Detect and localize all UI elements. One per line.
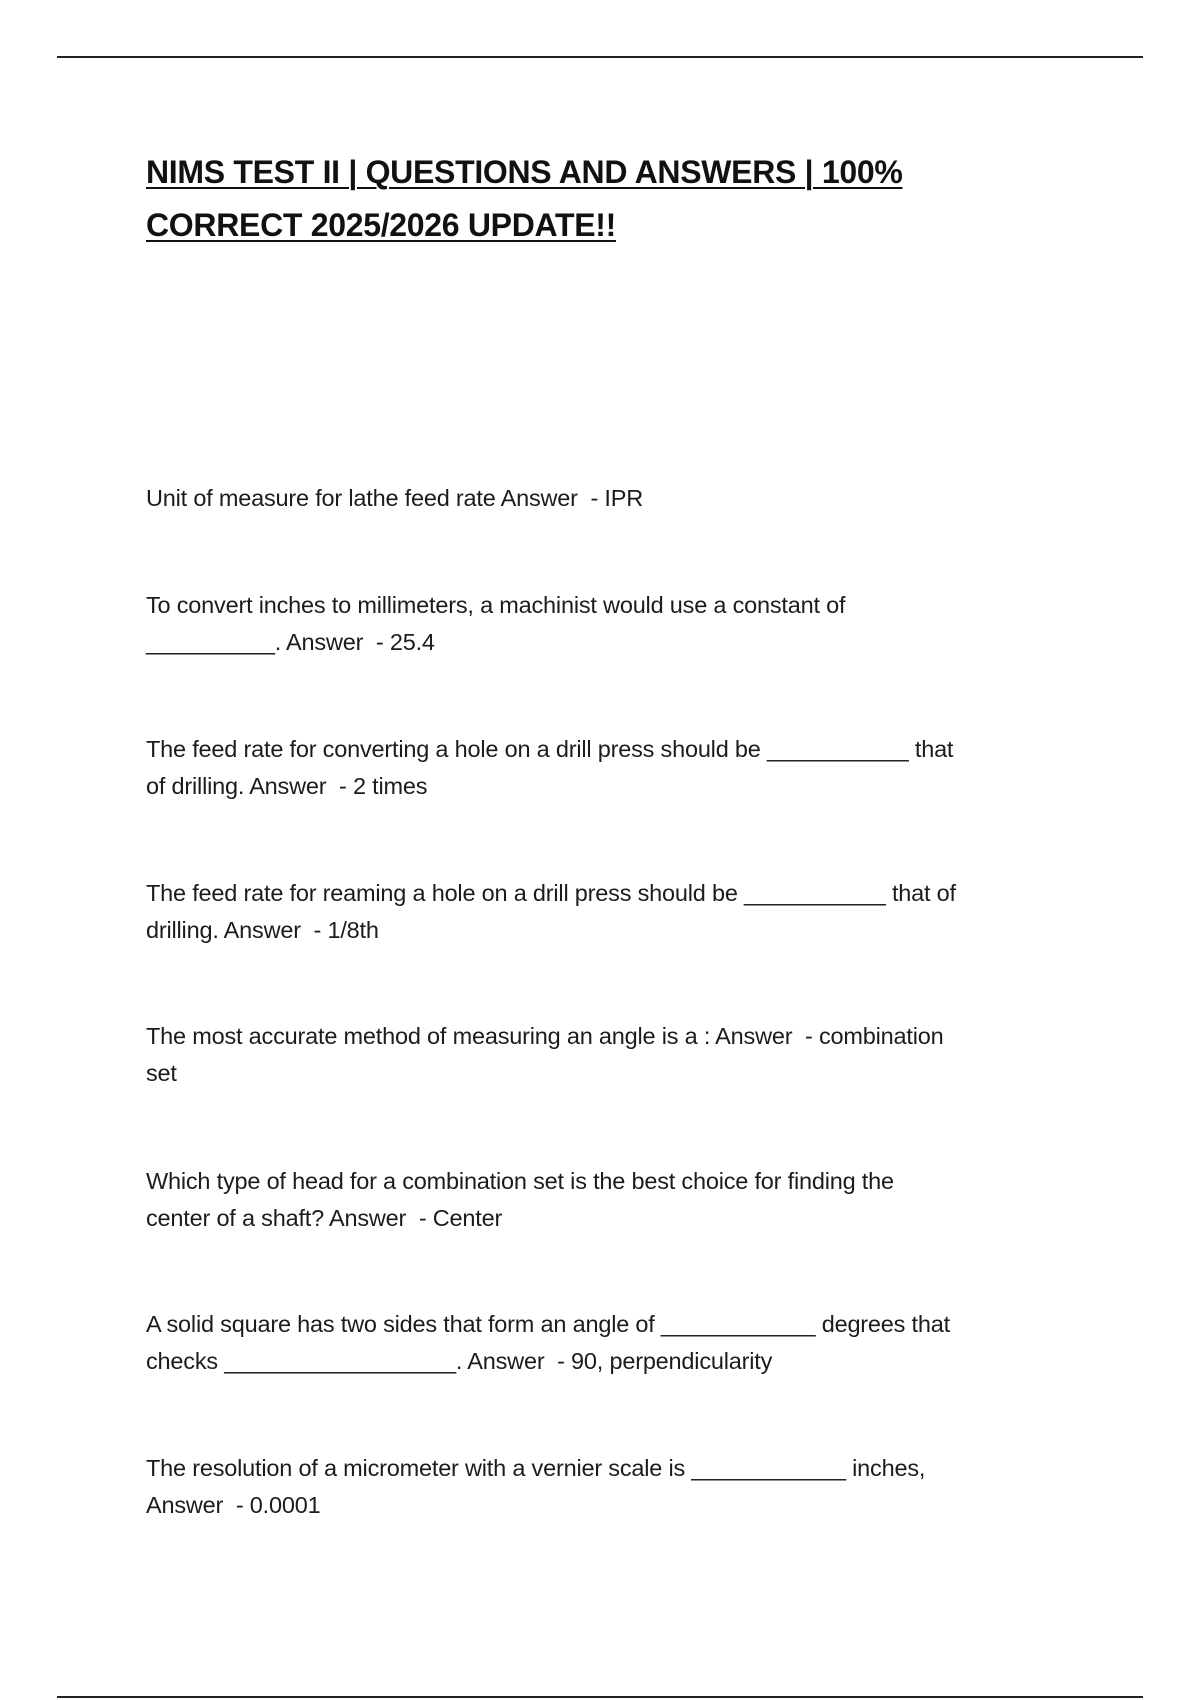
qa-line: To convert inches to millimeters, a machinist would use a constant of [146,592,846,618]
qa-line: The most accurate method of measuring an angle is a : Answer - combination [146,1023,944,1049]
qa-line: Answer - 0.0001 [146,1492,321,1518]
qa-line: set [146,1060,177,1086]
qa-line: A solid square has two sides that form an angle of ____________ degrees that [146,1311,950,1337]
qa-item [146,587,1046,661]
qa-item [146,875,1046,949]
qa-line: The feed rate for converting a hole on a drill press should be ___________ that [146,736,954,762]
qa-item [146,1018,1046,1092]
qa-line: Which type of head for a combination set is the best choice for finding the [146,1168,894,1194]
qa-line: drilling. Answer - 1/8th [146,917,379,943]
qa-line: The resolution of a micrometer with a vernier scale is ____________ inches, [146,1455,926,1481]
footer-rule [57,1696,1143,1698]
qa-line: __________. Answer - 25.4 [146,629,435,655]
qa-line: The feed rate for reaming a hole on a drill press should be ___________ that of [146,880,956,906]
qa-line: of drilling. Answer - 2 times [146,773,428,799]
qa-item [146,1163,1046,1237]
title-line: CORRECT 2025/2026 UPDATE!! [146,207,616,243]
qa-item [146,480,1046,517]
qa-line: Unit of measure for lathe feed rate Answer - IPR [146,485,643,511]
title-line: NIMS TEST II | QUESTIONS AND ANSWERS | 100% [146,154,903,190]
qa-line: checks __________________. Answer - 90, perpendicularity [146,1348,773,1374]
qa-item [146,1450,1046,1524]
qa-item [146,1306,1046,1380]
qa-line: center of a shaft? Answer - Center [146,1205,503,1231]
document-title [146,146,1046,252]
qa-item [146,731,1046,805]
header-rule [57,56,1143,58]
